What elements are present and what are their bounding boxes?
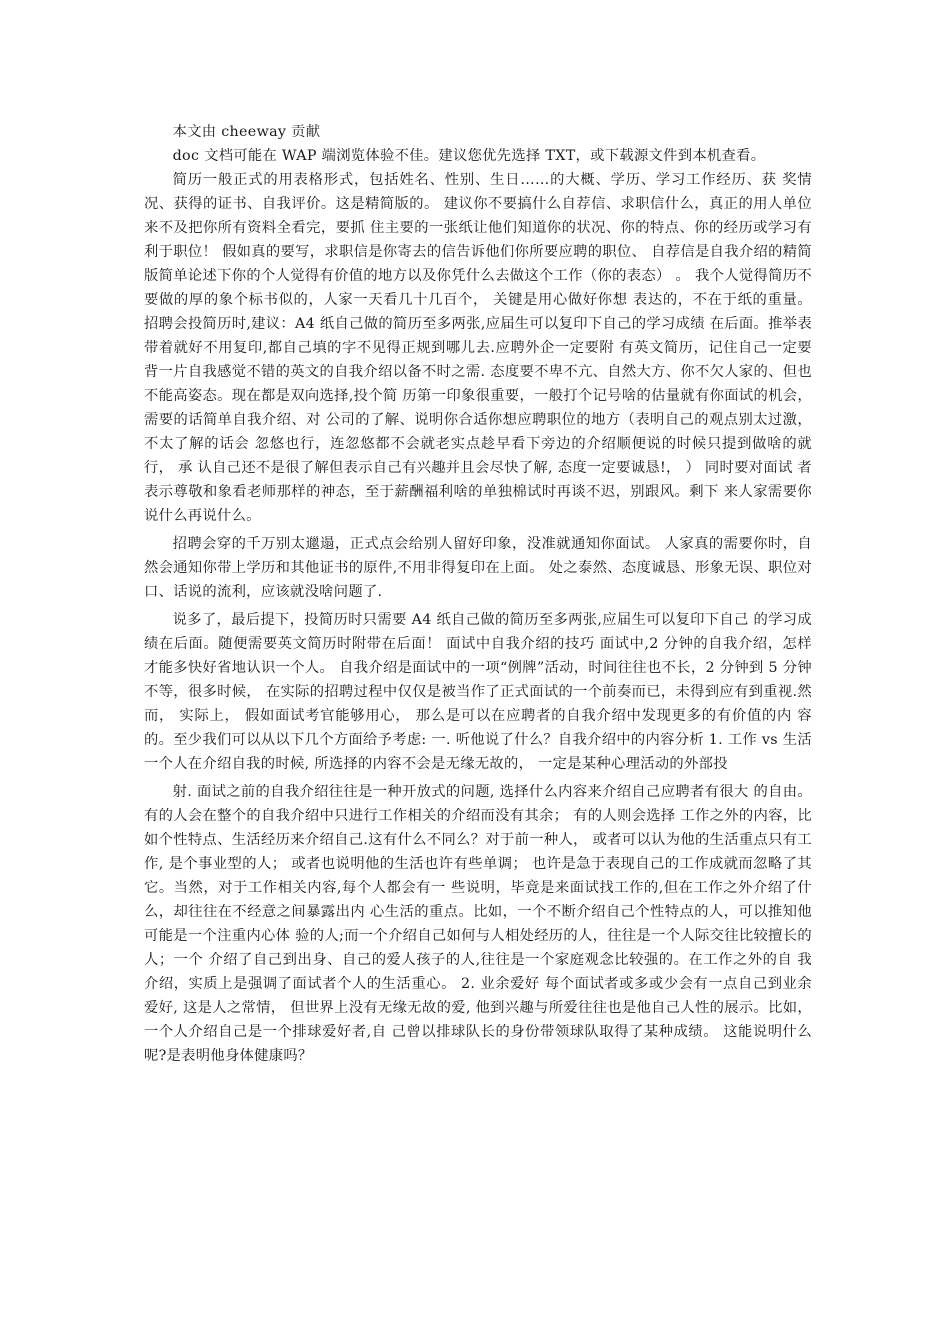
paragraph-resume-tips: 简历一般正式的用表格形式，包括姓名、性别、生日……的大概、学历、学习工作经历、获 奖情况、获得的证书、自我评价。这是精简版的。 建议你不要搞什么自荐信、求职信什么，真正的用人单位来不及把你所有资料全看完，要抓 住主要的一张纸让他们知道你的状况、你的特点、你的经历或学习有利于职位！ 假如真的要写，求职信是你寄去的信告诉他们你所要应聘的职位、 自荐信是自我介绍的精简 版简单论述下你的个人觉得有价值的地方以及你凭什么去做这个工作（你的表态） 。 我个人觉得简历不要做的厚的象个标书似的，人家一天看几十几百个， 关键是用心做好你想 表达的，不在于纸的重量。 招聘会投简历时,建议：A4 纸自己做的简历至多两张,应届生可以复印下自己的学习成绩 在后面。推举表带着就好不用复印,都自己填的字不见得正规到哪儿去.应聘外企一定要附 有英文简历，记住自己一定要背一片自我感觉不错的英文的自我介绍以备不时之需. 态度要不卑不亢、自然大方、你不欠人家的、但也不能高姿态。现在都是双向选择,投个简 历第一印象很重要，一般打个记号啥的估量就有你面试的机会，需要的话简单自我介绍、对 公司的了解、说明你合适你想应聘职位的地方（表明自己的观点别太过激，不太了解的话会 忽悠也行，连忽悠都不会就老实点趁早看下旁边的介绍顺便说的时候只提到做啥的就行， 承 认自己还不是很了解但表示自己有兴趣并且会尽快了解, 态度一定要诚恳!， ） 同时要对面试 者表示尊敬和象看老师那样的神态，至于薪酬福利啥的单独棉试时再谈不迟，别跟风。剩下 来人家需要你说什么再说什么。 [144,172,812,524]
paragraph-job-fair-attire: 招聘会穿的千万别太邋遢，正式点会给别人留好印象，没准就通知你面试。 人家真的需要你时，自然会通知你带上学历和其他证书的原件,不用非得复印在上面。 处之泰然、态度诚恳、形象无误、职位对口、话说的流利，应该就没啥问题了. [144,536,812,600]
contributor-line: 本文由 cheeway 贡献 [172,124,321,140]
paragraph-self-introduction: 说多了，最后提下，投简历时只需要 A4 纸自己做的简历至多两张,应届生可以复印下自己 的学习成绩在后面。随便需要英文简历时附带在后面！ 面试中自我介绍的技巧 面试中,2 分钟的自我介绍，怎样才能多快好省地认识一个人。 自我介绍是面试中的一项“例牌”活动，时间往往也不长，2 分钟到 5 分钟不等，很多时候， 在实际的招聘过程中仅仅是被当作了正式面试的一个前奏而已，未得到应有到重视.然而， 实际上， 假如面试考官能够用心， 那么是可以在应聘者的自我介绍中发现更多的有价值的内 容的。至少我们可以从以下几个方面给予考虑: 一. 听他说了什么？自我介绍中的内容分析 1. 工作 vs 生活 一个人在介绍自我的时候, 所选择的内容不会是无缘无故的， 一定是某种心理活动的外部投 [144,612,812,772]
document-body [144,120,812,1068]
format-notice: doc 文档可能在 WAP 端浏览体验不佳。建议您优先选择 TXT，或下载源文件到本机查看。 [172,148,766,164]
paragraph-self-introduction-analysis: 射. 面试之前的自我介绍往往是一种开放式的问题, 选择什么内容来介绍自己应聘者有很大 的自由。 有的人会在整个的自我介绍中只进行工作相关的介绍而没有其余； 有的人则会选择 工作之外的内容，比如个性特点、生活经历来介绍自己.这有什么不同么？对于前一种人， 或者可以认为他的生活重点只有工作, 是个事业型的人； 或者也说明他的生活也许有些单调； 也许是急于表现自己的工作成就而忽略了其它。当然，对于工作相关内容,每个人都会有一 些说明，毕竟是来面试找工作的,但在工作之外介绍了什么，却往往在不经意之间暴露出内 心生活的重点。比如，一个不断介绍自己个性特点的人，可以推知他可能是一个注重内心体 验的人;而一个介绍自己如何与人相处经历的人，往往是一个人际交往比较擅长的人；一个 介绍了自己到出身、自己的爱人孩子的人,往往是一个家庭观念比较强的。在工作之外的自 我介绍，实质上是强调了面试者个人的生活重心。 2. 业余爱好 每个面试者或多或少会有一点自己到业余爱好, 这是人之常情， 但世界上没有无缘无故的爱, 他到兴趣与所爱往往也是他自己人性的展示。比如，一个人介绍自己是一个排球爱好者,自 己曾以排球队长的身份带领球队取得了某种成绩。 这能说明什么呢?是表明他身体健康吗？ [144,784,812,1064]
